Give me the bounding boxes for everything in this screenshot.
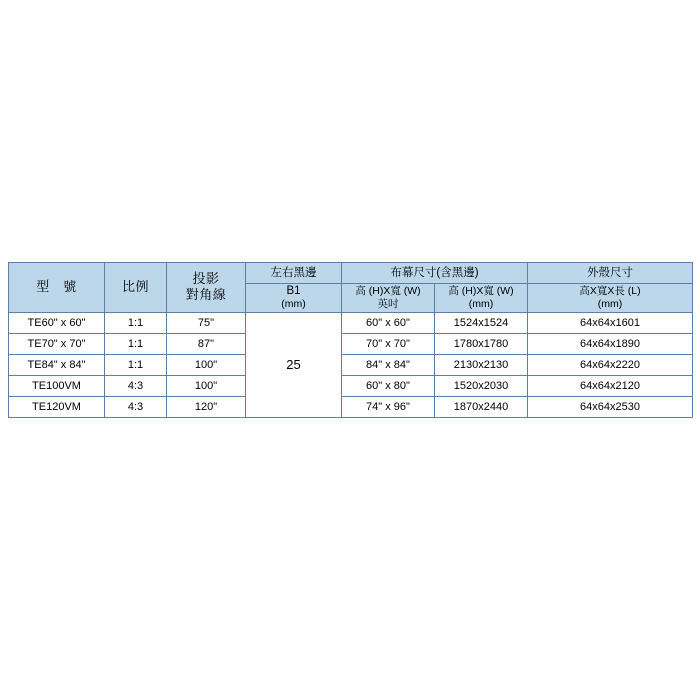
cell-case-mm: 64x64x2220 <box>528 354 693 375</box>
cell-diagonal: 120" <box>167 396 246 417</box>
table-row <box>9 396 693 417</box>
header-screen-inch-line1: 高 (H)X寬 (W) <box>355 284 421 297</box>
table-row <box>9 375 693 396</box>
table-row <box>9 333 693 354</box>
cell-ratio: 4:3 <box>105 396 167 417</box>
header-screen-inch <box>342 284 435 313</box>
cell-model: TE100VM <box>9 375 105 396</box>
cell-model: TE120VM <box>9 396 105 417</box>
cell-screen-mm: 1520x2030 <box>435 375 528 396</box>
cell-screen-mm: 1524x1524 <box>435 312 528 333</box>
table-header-row-group <box>9 263 693 284</box>
cell-model: TE70" x 70" <box>9 333 105 354</box>
header-black-border-b1 <box>246 284 342 313</box>
header-case-size-group: 外殼尺寸 <box>528 263 693 284</box>
header-projection-diagonal <box>167 263 246 313</box>
header-screen-mm <box>435 284 528 313</box>
cell-screen-inch: 60" x 80" <box>342 375 435 396</box>
cell-ratio: 1:1 <box>105 312 167 333</box>
cell-screen-mm: 2130x2130 <box>435 354 528 375</box>
cell-screen-inch: 84" x 84" <box>342 354 435 375</box>
cell-case-mm: 64x64x2120 <box>528 375 693 396</box>
cell-case-mm: 64x64x1601 <box>528 312 693 333</box>
header-screen-mm-line2: (mm) <box>468 297 494 310</box>
table-row <box>9 354 693 375</box>
header-case-line1: 高X寬X長 (L) <box>579 284 641 297</box>
header-screen-inch-line2: 英吋 <box>377 297 399 310</box>
header-ratio: 比例 <box>105 263 167 313</box>
cell-diagonal: 75" <box>167 312 246 333</box>
cell-screen-inch: 60" x 60" <box>342 312 435 333</box>
cell-ratio: 1:1 <box>105 354 167 375</box>
cell-screen-mm: 1780x1780 <box>435 333 528 354</box>
header-projection-line2: 對角線 <box>185 287 227 303</box>
cell-model: TE60" x 60" <box>9 312 105 333</box>
header-case-dims <box>528 284 693 313</box>
header-case-line2: (mm) <box>597 297 623 310</box>
cell-case-mm: 64x64x2530 <box>528 396 693 417</box>
cell-screen-mm: 1870x2440 <box>435 396 528 417</box>
header-model: 型 號 <box>9 263 105 313</box>
cell-diagonal: 100" <box>167 354 246 375</box>
cell-ratio: 1:1 <box>105 333 167 354</box>
cell-black-border-value: 25 <box>246 312 342 417</box>
table-row <box>9 312 693 333</box>
header-b1-label: B1 <box>286 285 301 297</box>
cell-screen-inch: 74" x 96" <box>342 396 435 417</box>
header-projection-line1: 投影 <box>192 271 220 286</box>
header-screen-size-group: 布幕尺寸(含黑邊) <box>342 263 528 284</box>
header-black-border-group: 左右黑邊 <box>246 263 342 284</box>
cell-ratio: 4:3 <box>105 375 167 396</box>
cell-diagonal: 87" <box>167 333 246 354</box>
cell-case-mm: 64x64x1890 <box>528 333 693 354</box>
cell-diagonal: 100" <box>167 375 246 396</box>
header-screen-mm-line1: 高 (H)X寬 (W) <box>448 284 514 297</box>
header-b1-unit: (mm) <box>281 298 306 311</box>
cell-model: TE84" x 84" <box>9 354 105 375</box>
screen-specification-table <box>8 262 693 418</box>
cell-screen-inch: 70" x 70" <box>342 333 435 354</box>
